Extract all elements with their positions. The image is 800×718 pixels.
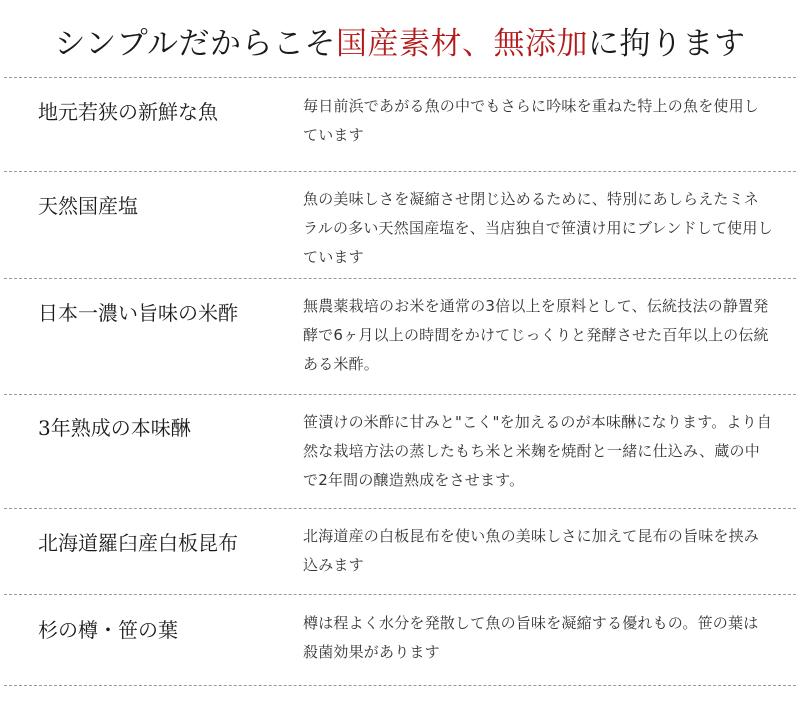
divider: [4, 594, 796, 595]
item-title: 3年熟成の本味醂: [38, 416, 191, 440]
item-title: 北海道羅臼産白板昆布: [38, 531, 238, 555]
page-title-lead: シンプルだからこそ: [54, 26, 336, 62]
item-description: 毎日前浜であがる魚の中でもさらに吟味を重ねた特上の魚を使用しています: [303, 97, 760, 144]
item-description: 魚の美味しさを凝縮させ閉じ込めるために、特別にあしらえたミネラルの多い天然国産塩を、当店独自で笹漬け用にブレンドして使用しています: [303, 190, 773, 266]
item-title: 日本一濃い旨味の米酢: [38, 301, 238, 325]
item-description: 樽は程よく水分を発散して魚の旨味を凝縮する優れもの。笹の葉は殺菌効果があります: [303, 614, 759, 661]
page-title: [0, 18, 800, 63]
divider: [4, 77, 796, 78]
page-title-accent: 国産素材、無添加: [335, 26, 588, 62]
item-title: 地元若狭の新鮮な魚: [38, 100, 218, 124]
page-title-tail: に拘ります: [587, 26, 746, 62]
item-title: 杉の樽・笹の葉: [38, 618, 178, 642]
divider: [4, 171, 796, 172]
item-description: 無農薬栽培のお米を通常の3倍以上を原料として、伝統技法の静置発酵で6ヶ月以上の時間をかけてじっくりと発酵させた百年以上の伝統ある米酢。: [303, 297, 769, 373]
divider: [4, 278, 796, 279]
divider: [4, 508, 796, 509]
item-description: 北海道産の白板昆布を使い魚の美味しさに加えて昆布の旨味を挟み込みます: [303, 527, 760, 574]
item-title: 天然国産塩: [38, 194, 138, 218]
divider: [4, 394, 796, 395]
divider: [4, 685, 796, 686]
item-description: 笹漬けの米酢に甘みと"こく"を加えるのが本味醂になります。より自然な栽培方法の蒸したもち米と米麹を焼酎と一緒に仕込み、蔵の中で2年間の醸造熟成をさせます。: [303, 413, 773, 489]
